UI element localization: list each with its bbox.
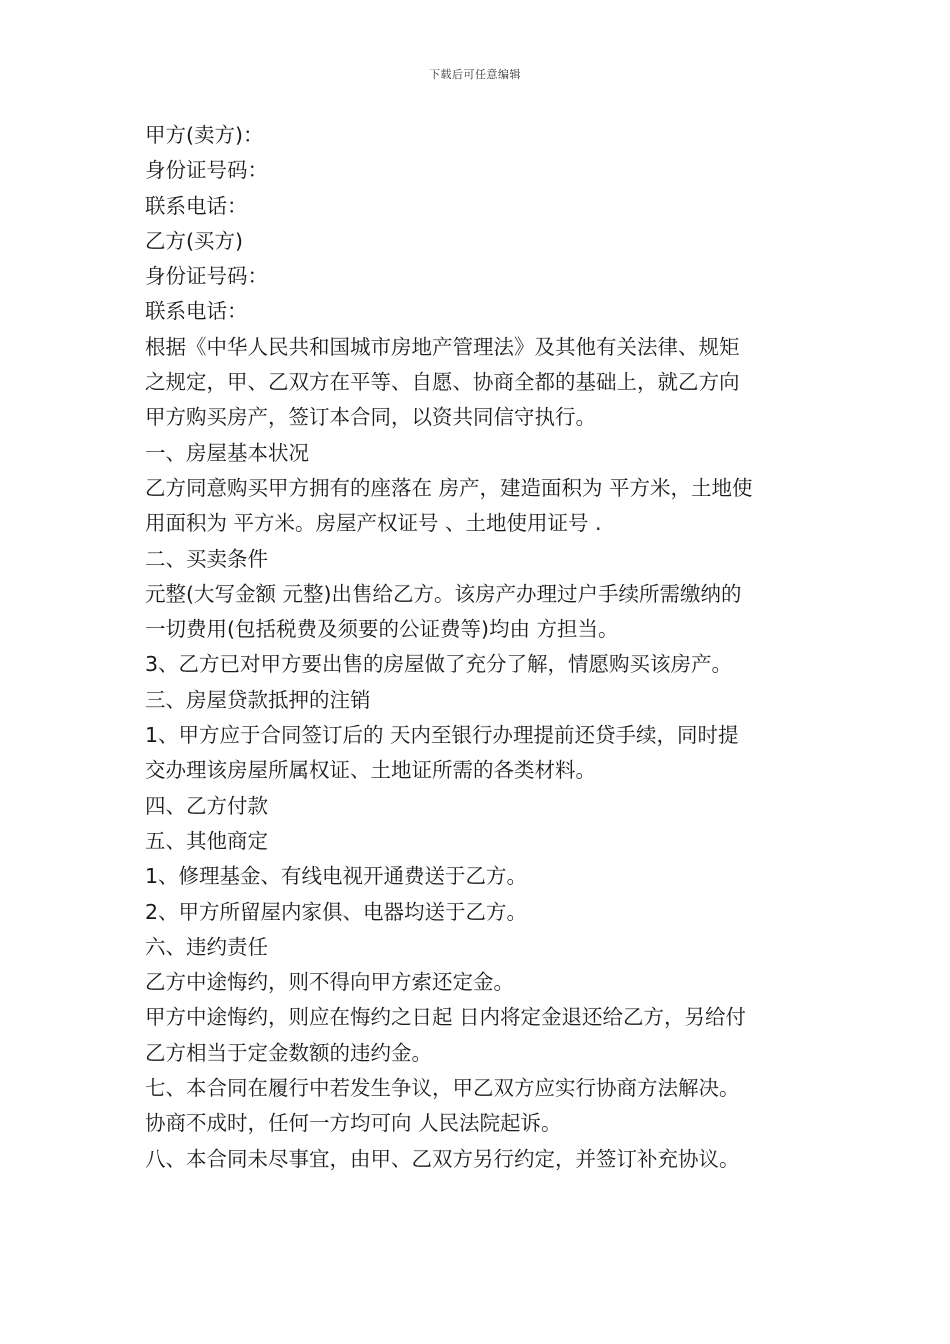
buyer-phone-label: 联系电话：	[145, 299, 248, 324]
buyer-label: 乙方(买方)	[145, 228, 243, 253]
section-heading-5: 五、其他商定	[145, 828, 268, 853]
seller-label: 甲方(卖方)：	[145, 123, 264, 147]
paragraph-line: 2、甲方所留屋内家俱、电器均送于乙方。	[145, 899, 528, 924]
paragraph-line: 乙方中途悔约，则不得向甲方索还定金。	[145, 970, 514, 995]
preamble-line: 甲方购买房产，签订本合同，以资共同信守执行。	[145, 405, 596, 430]
buyer-id-label: 身份证号码：	[145, 264, 268, 289]
paragraph-line: 协商不成时，任何一方均可向 人民法院起诉。	[145, 1111, 562, 1136]
paragraph-line: 甲方中途悔约，则应在悔约之日起 日内将定金退还给乙方，另给付	[145, 1005, 747, 1030]
paragraph-line: 乙方同意购买甲方拥有的座落在 房产，建造面积为 平方米，土地使	[145, 475, 753, 500]
section-heading-6: 六、违约责任	[145, 934, 268, 959]
paragraph-line: 1、甲方应于合同签订后的 天内至银行办理提前还贷手续，同时提	[145, 723, 739, 748]
contract-body	[145, 118, 815, 1177]
seller-phone-label: 联系电话：	[145, 193, 248, 218]
section-heading-2: 二、买卖条件	[145, 546, 268, 571]
preamble-line: 之规定，甲、乙双方在平等、自愿、协商全都的基础上，就乙方向	[145, 370, 740, 395]
section-heading-1: 一、房屋基本状况	[145, 440, 309, 465]
paragraph-line: 一切费用(包括税费及须要的公证费等)均由 方担当。	[145, 617, 619, 642]
section-heading-4: 四、乙方付款	[145, 793, 268, 818]
paragraph-line: 用面积为 平方米。房屋产权证号 、土地使用证号 .	[145, 511, 602, 536]
seller-id-label: 身份证号码：	[145, 158, 268, 183]
section-heading-7: 七、本合同在履行中若发生争议，甲乙双方应实行协商方法解决。	[145, 1076, 740, 1101]
section-heading-3: 三、房屋贷款抵押的注销	[145, 687, 371, 712]
paragraph-line: 乙方相当于定金数额的违约金。	[145, 1040, 432, 1065]
section-heading-8: 八、本合同未尽事宜，由甲、乙双方另行约定，并签订补充协议。	[145, 1146, 740, 1171]
paragraph-line: 元整(大写金额 元整)出售给乙方。该房产办理过户手续所需缴纳的	[145, 581, 742, 606]
preamble-line: 根据《中华人民共和国城市房地产管理法》及其他有关法律、规矩	[145, 334, 740, 359]
paragraph-line: 交办理该房屋所属权证、土地证所需的各类材料。	[145, 758, 596, 783]
page-header: 下载后可任意编辑	[429, 68, 521, 81]
paragraph-line: 1、修理基金、有线电视开通费送于乙方。	[145, 864, 528, 889]
paragraph-line: 3、乙方已对甲方要出售的房屋做了充分了解，情愿购买该房产。	[145, 652, 733, 677]
